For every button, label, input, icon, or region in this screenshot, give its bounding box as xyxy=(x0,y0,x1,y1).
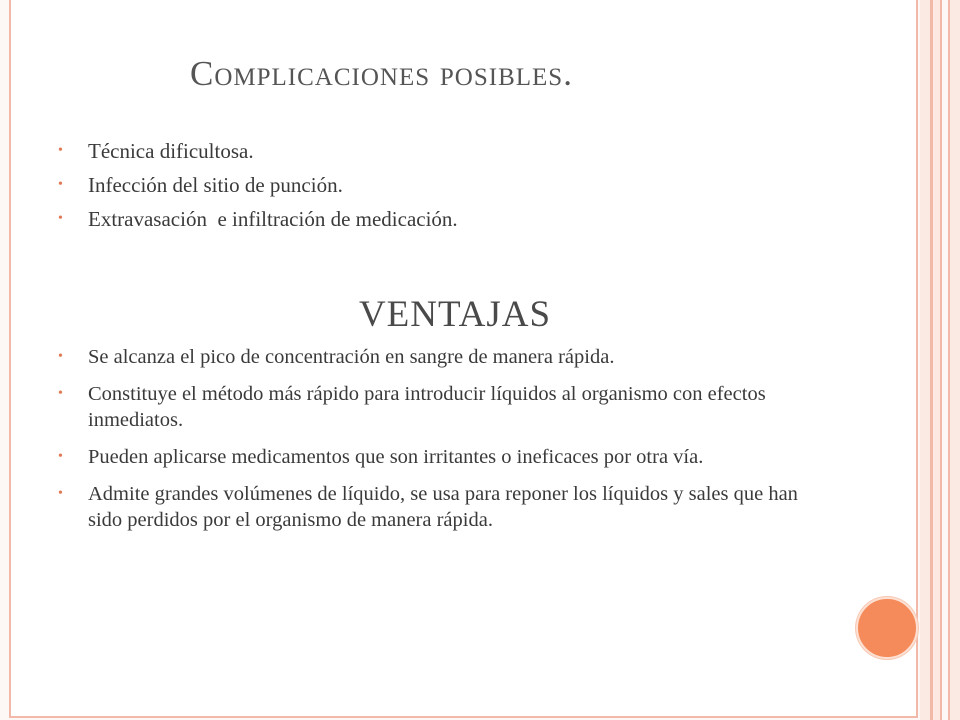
list-item xyxy=(58,136,838,170)
list-item xyxy=(58,381,828,433)
decorative-circle-icon xyxy=(856,597,918,659)
advantage-text: Pueden aplicarse medicamentos que son irritantes o ineficaces por otra vía. xyxy=(88,446,704,468)
bullet-icon: • xyxy=(58,349,63,364)
list-item xyxy=(58,444,828,470)
bullet-icon: • xyxy=(58,143,63,158)
complication-text: Técnica dificultosa. xyxy=(88,139,254,163)
bullet-icon: • xyxy=(58,211,63,226)
advantage-text: Constituye el método más rápido para introducir líquidos al organismo con efectos inmediatos. xyxy=(88,383,766,431)
section-heading: VENTAJAS xyxy=(358,294,552,335)
slide-title: Complicaciones posibles. xyxy=(190,54,573,93)
decorative-stripes xyxy=(920,0,960,720)
bullet-icon: • xyxy=(58,386,63,401)
list-item xyxy=(58,344,828,370)
list-item xyxy=(58,204,838,238)
list-item xyxy=(58,481,828,533)
bullet-icon: • xyxy=(58,177,63,192)
complication-text: Infección del sitio de punción. xyxy=(88,173,343,197)
complications-list xyxy=(58,136,838,238)
advantages-list xyxy=(58,344,828,544)
bullet-icon: • xyxy=(58,486,63,501)
list-item xyxy=(58,170,838,204)
bullet-icon: • xyxy=(58,449,63,464)
complication-text: Extravasación e infiltración de medicación. xyxy=(88,207,458,231)
advantage-text: Admite grandes volúmenes de líquido, se usa para reponer los líquidos y sales que han sido perdidos por el organismo de manera rápida. xyxy=(88,483,798,531)
advantage-text: Se alcanza el pico de concentración en sangre de manera rápida. xyxy=(88,346,615,368)
